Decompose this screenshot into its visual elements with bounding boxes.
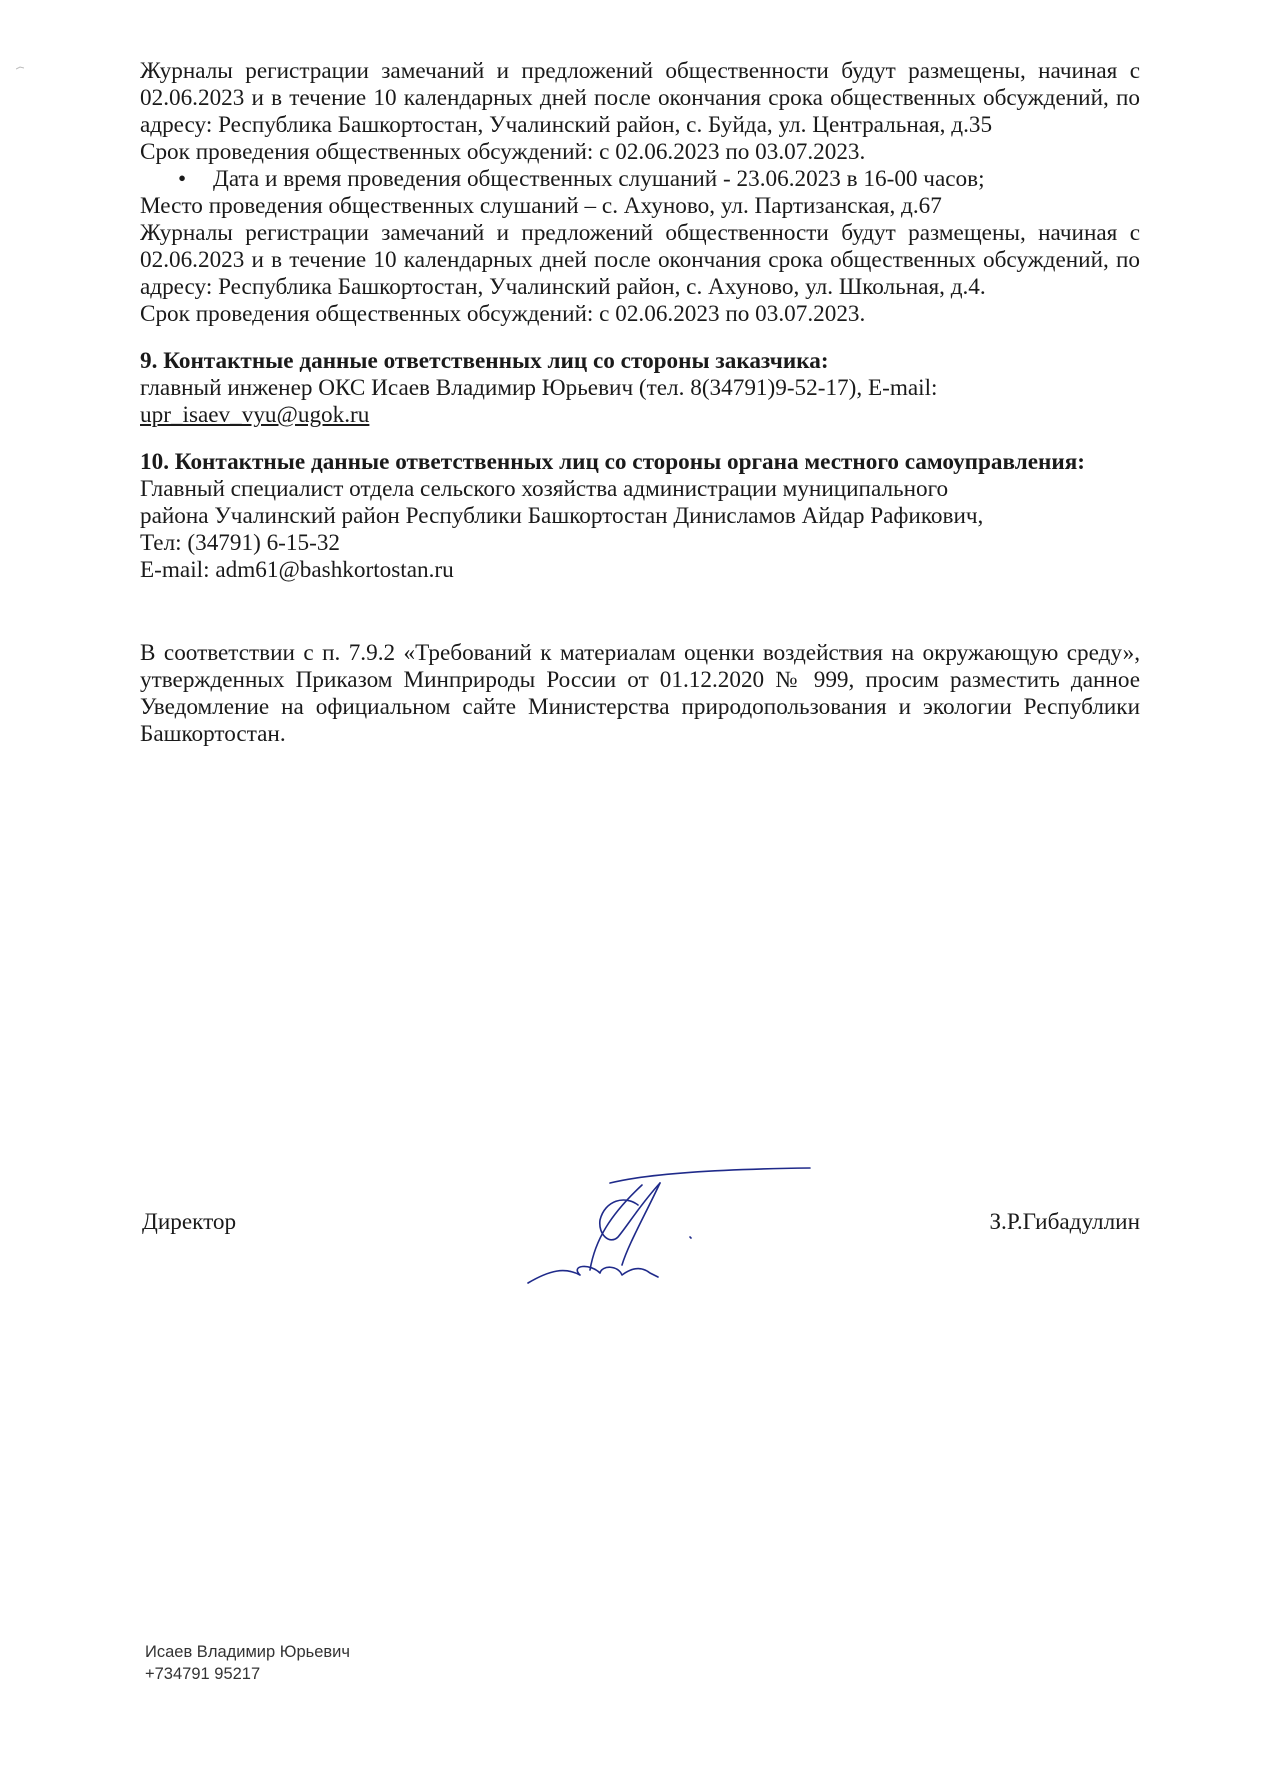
customer-contact: главный инженер ОКС Исаев Владимир Юрьевич (тел. 8(34791)9-52-17), E-mail: (140, 375, 938, 401)
authority-contact-line-1: Главный специалист отдела сельского хозяйства администрации муниципального (140, 476, 949, 502)
signer-position: Директор (142, 1209, 237, 1235)
customer-email-link[interactable]: upr_isaev_vyu@ugok.ru (140, 402, 370, 428)
hearing-date: Дата и время проведения общественных слушаний - 23.06.2023 в 16-00 часов; (213, 166, 985, 192)
executor-name: Исаев Владимир Юрьевич (145, 1643, 350, 1661)
bullet-icon: • (178, 166, 187, 192)
discussion-term-2: Срок проведения общественных обсуждений: с 02.06.2023 по 03.07.2023. (140, 301, 866, 327)
footer-executor (145, 1641, 350, 1685)
authority-contact-line-2: района Учалинский район Республики Башкортостан Динисламов Айдар Рафикович, (140, 503, 984, 529)
bullet-item-hearing (140, 166, 1140, 193)
section-9-heading: 9. Контактные данные ответственных лиц со стороны заказчика: (140, 348, 829, 374)
discussion-term-1: Срок проведения общественных обсуждений: с 02.06.2023 по 03.07.2023. (140, 139, 866, 165)
request-paragraph: В соответствии с п. 7.9.2 «Требований к материалам оценки воздействия на окружающую среду», утвержденных Приказом Минприроды России от 01.12.2020 № 999, просим разместить данное Уведомление на официальном сайте Министерства природопользования и экологии Республики Башкортостан. (140, 640, 1140, 747)
handwritten-signature (510, 1165, 830, 1285)
hearing-place: Место проведения общественных слушаний – с. Ахуново, ул. Партизанская, д.67 (140, 193, 942, 219)
journal-info-1: Журналы регистрации замечаний и предложений общественности будут размещены, начиная с 02.06.2023 и в течение 10 календарных дней после окончания срока общественных обсуждений, по адресу: Республика Башкортостан, Учалинский район, с. Буйда, ул. Центральная, д.35 (140, 58, 1140, 138)
journal-info-2: Журналы регистрации замечаний и предложений общественности будут размещены, начиная с 02.06.2023 и в течение 10 календарных дней после окончания срока общественных обсуждений, по адресу: Республика Башкортостан, Учалинский район, с. Ахуново, ул. Школьная, д.4. (140, 220, 1140, 300)
authority-phone: Тел: (34791) 6-15-32 (140, 530, 341, 556)
authority-email: E-mail: adm61@bashkortostan.ru (140, 557, 454, 583)
section-10-heading: 10. Контактные данные ответственных лиц со стороны органа местного самоуправления: (140, 449, 1086, 475)
signature-block (140, 1165, 1140, 1305)
document-body (140, 58, 1140, 748)
signer-name: З.Р.Гибадуллин (989, 1209, 1140, 1235)
scan-speck (16, 66, 24, 70)
executor-phone: +734791 95217 (145, 1665, 261, 1683)
